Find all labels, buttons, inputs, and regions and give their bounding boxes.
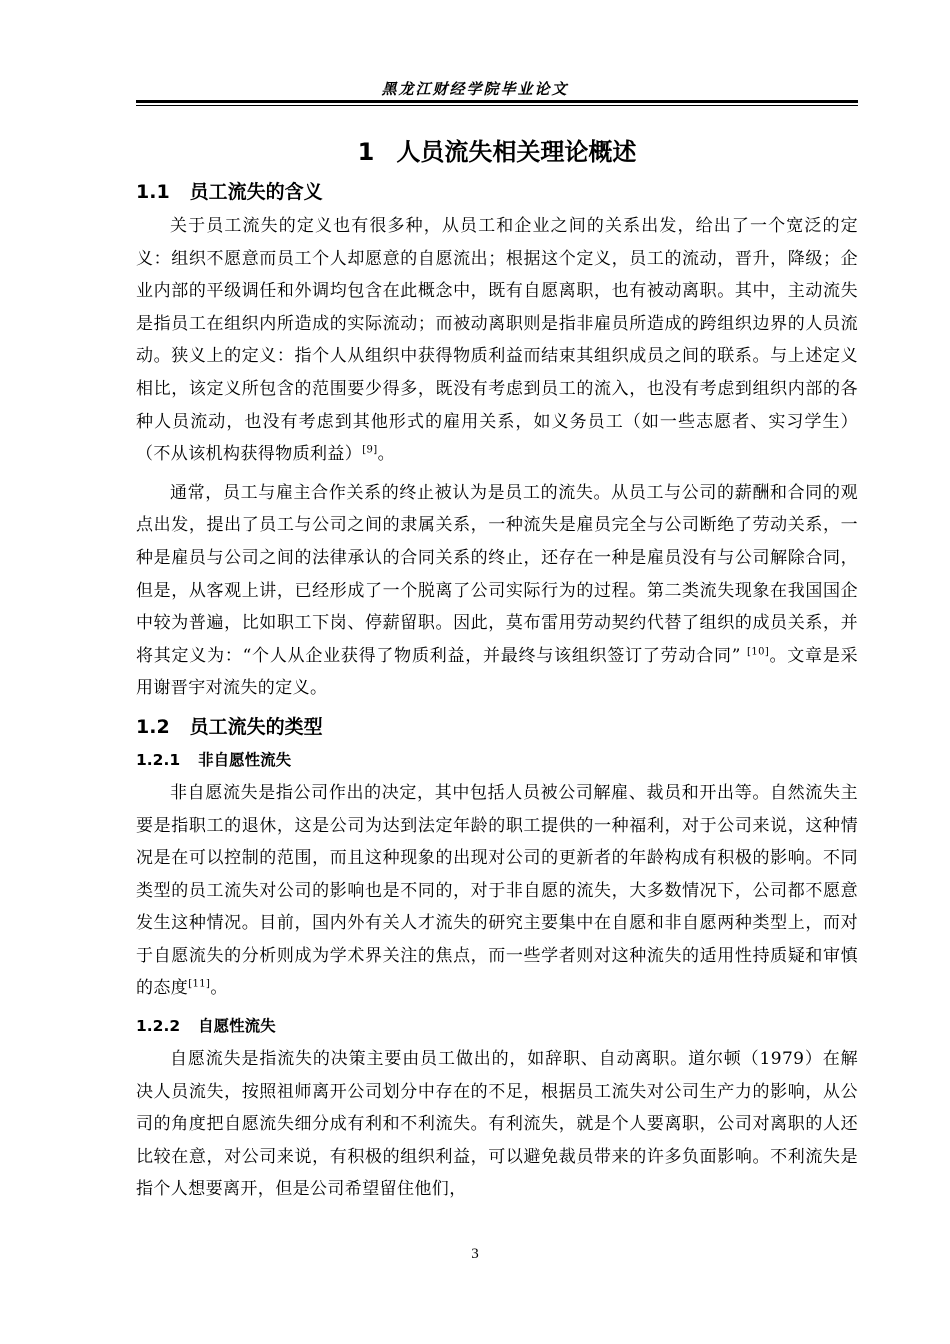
paragraph-text: 非自愿流失是指公司作出的决定，其中包括人员被公司解雇、裁员和开出等。自然流失主要是指职工的退休，这是公司为达到法定年龄的职工提供的一种福利，对于公司来说，这种情况是在可以控制的范围，而且这种现象的出现对公司的更新者的年龄构成有积极的影响。不同类型的员工流失对公司的影响也是不同的，对于非自愿的流失，大多数情况下，公司都不愿意发生这种情况。目前，国内外有关人才流失的研究主要集中在自愿和非自愿两种类型上，而对于自愿流失的分析则成为学术界关注的焦点，而一些学者则对这种流失的适用性持质疑和审慎的态度 — [136, 782, 858, 999]
chapter-title: 人员流失相关理论概述 — [396, 138, 637, 166]
body-paragraph — [136, 777, 858, 1005]
header-rule-thick — [136, 100, 858, 103]
subsection-heading — [136, 745, 858, 775]
citation: [10] — [747, 646, 770, 658]
paragraph-tail: 。 — [377, 444, 395, 465]
chapter-number: 1 — [357, 138, 375, 166]
paragraph-tail: 。文章是采用谢晋宇对流失的定义。 — [136, 645, 858, 699]
paragraph-text: 自愿流失是指流失的决策主要由员工做出的，如辞职、自动离职。道尔顿（1979）在解决人员流失，按照祖师离开公司划分中存在的不足，根据员工流失对公司生产力的影响，从公司的角度把自愿流失细分成有利和不利流失。有利流失，就是个人要离职，公司对离职的人还比较在意，对公司来说，有积极的组织利益，可以避免裁员带来的许多负面影响。不利流失是指个人想要离开，但是公司希望留住他们， — [136, 1049, 858, 1200]
chapter-heading — [136, 132, 858, 172]
paragraph-text: 关于员工流失的定义也有很多种，从员工和企业之间的关系出发，给出了一个宽泛的定义：组织不愿意而员工个人却愿意的自愿流出；根据这个定义，员工的流动，晋升，降级；企业内部的平级调任和外调均包含在此概念中，既有自愿离职，也有被动离职。其中，主动流失是指员工在组织内所造成的实际流动；而被动离职则是指非雇员所造成的跨组织边界的人员流动。狭义上的定义：指个人从组织中获得物质利益而结束其组织成员之间的联系。与上述定义相比，该定义所包含的范围要少得多，既没有考虑到员工的流入，也没有考虑到组织内部的各种人员流动，也没有考虑到其他形式的雇用关系，如义务员工（如一些志愿者、实习学生）（不从该机构获得物质利益） — [136, 216, 858, 465]
page-body — [136, 132, 858, 1212]
section-number: 1.1 — [136, 181, 170, 203]
citation: [9] — [362, 444, 378, 456]
subsection-heading — [136, 1011, 858, 1041]
subsection-number: 1.2.1 — [136, 750, 181, 769]
body-paragraph — [136, 210, 858, 471]
section-title: 员工流失的含义 — [189, 181, 323, 203]
section-heading — [136, 176, 858, 208]
paragraph-text: 通常，员工与雇主合作关系的终止被认为是员工的流失。从员工与公司的薪酬和合同的观点出发，提出了员工与公司之间的隶属关系，一种流失是雇员完全与公司断绝了劳动关系，一种是雇员与公司之间的法律承认的合同关系的终止，还存在一种是雇员没有与公司解除合同，但是，从客观上讲，已经形成了一个脱离了公司实际行为的过程。第二类流失现象在我国国企中较为普遍，比如职工下岗、停薪留职。因此，莫布雷用劳动契约代替了组织的成员关系，并将其定义为：“个人从企业获得了物质利益，并最终与该组织签订了劳动合同” — [136, 482, 858, 666]
page-number: 3 — [471, 1246, 479, 1262]
subsection-number: 1.2.2 — [136, 1017, 181, 1036]
section-title: 员工流失的类型 — [189, 715, 323, 738]
section-heading — [136, 711, 858, 743]
paragraph-tail: 。 — [210, 978, 228, 999]
body-paragraph — [136, 1043, 858, 1206]
section-number: 1.2 — [136, 715, 170, 738]
subsection-title: 自愿性流失 — [198, 1017, 276, 1036]
header-rule-thin — [136, 105, 858, 106]
body-paragraph — [136, 477, 858, 705]
running-header: 黑龙江财经学院毕业论文 — [381, 80, 569, 98]
subsection-title: 非自愿性流失 — [198, 750, 292, 769]
citation: [11] — [188, 978, 211, 990]
